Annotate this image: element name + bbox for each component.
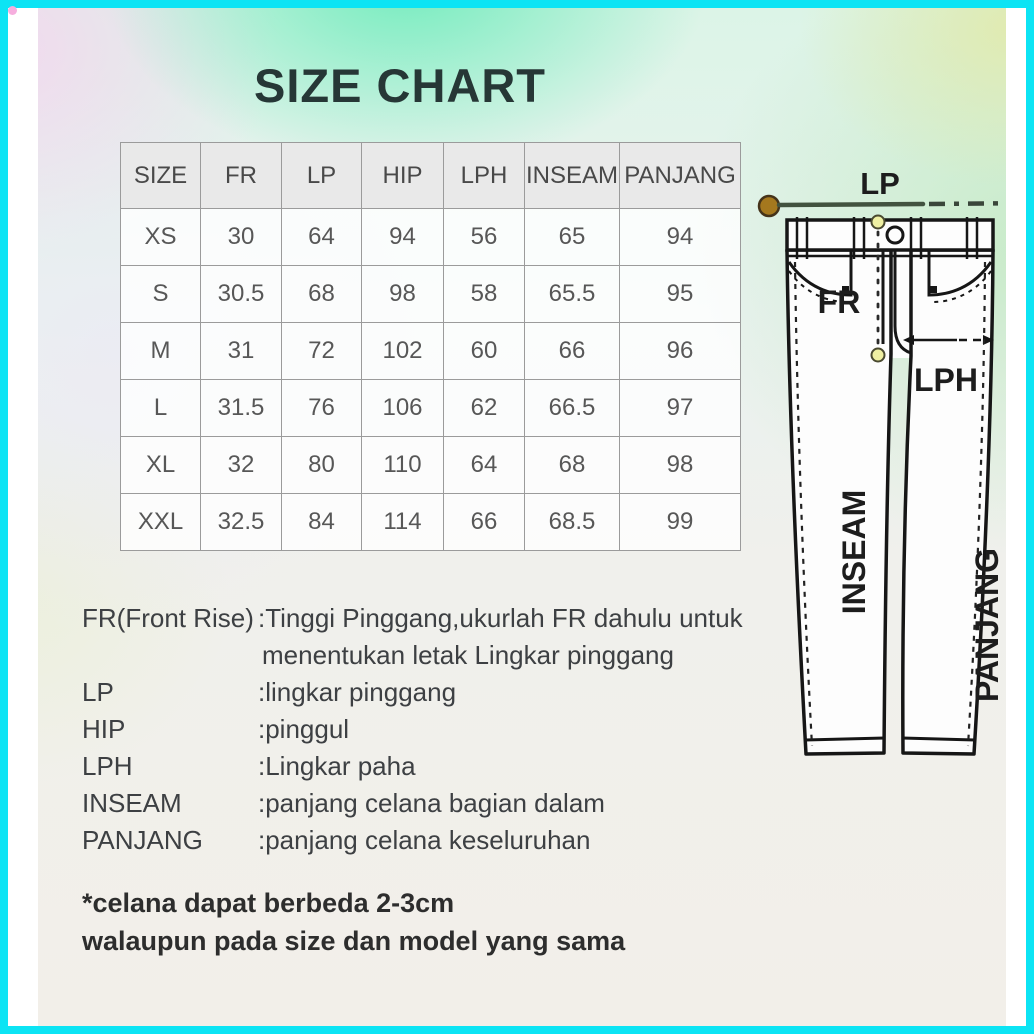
- column-header-lph: LPH: [444, 143, 525, 209]
- panjang-label: PANJANG: [969, 547, 1005, 703]
- legend-term: FR(Front Rise): [82, 603, 254, 633]
- value-cell: 64: [444, 437, 525, 494]
- size-cell: S: [121, 266, 201, 323]
- legend-row: [82, 711, 802, 748]
- value-cell: 95: [620, 266, 741, 323]
- measure-line-dashed: [929, 203, 1006, 204]
- column-header-inseam: INSEAM: [525, 143, 620, 209]
- left-hem: [805, 738, 885, 740]
- legend-row: [82, 748, 802, 785]
- value-cell: 60: [444, 323, 525, 380]
- value-cell: 96: [620, 323, 741, 380]
- value-cell: 68: [282, 266, 362, 323]
- size-row-xl: [121, 437, 741, 494]
- button-icon: [887, 227, 903, 243]
- column-header-size: SIZE: [121, 143, 201, 209]
- value-cell: 68.5: [525, 494, 620, 551]
- legend-term: HIP: [82, 714, 126, 744]
- value-cell: 30.5: [201, 266, 282, 323]
- column-header-hip: HIP: [362, 143, 444, 209]
- value-cell: 99: [620, 494, 741, 551]
- value-cell: 31.5: [201, 380, 282, 437]
- legend-term: PANJANG: [82, 825, 203, 855]
- value-cell: 80: [282, 437, 362, 494]
- legend-definition: :Tinggi Pinggang,ukurlah FR dahulu untuk menentukan letak Lingkar pinggang: [258, 603, 743, 670]
- pin-top-icon: [872, 216, 885, 229]
- size-row-xxl: [121, 494, 741, 551]
- value-cell: 76: [282, 380, 362, 437]
- value-cell: 66: [525, 323, 620, 380]
- legend-term: LPH: [82, 751, 133, 781]
- size-row-s: [121, 266, 741, 323]
- value-cell: 114: [362, 494, 444, 551]
- size-table: [120, 142, 741, 551]
- size-cell: XL: [121, 437, 201, 494]
- right-hem: [902, 738, 975, 740]
- pants-diagram: [745, 150, 1006, 780]
- legend-definition: :Lingkar paha: [258, 751, 416, 781]
- note: [82, 884, 625, 960]
- value-cell: 31: [201, 323, 282, 380]
- legend-definition: :panjang celana keseluruhan: [258, 825, 591, 855]
- legend-definition: :lingkar pinggang: [258, 677, 457, 707]
- column-header-panjang: PANJANG: [620, 143, 741, 209]
- legend-definition: :pinggul: [258, 714, 350, 744]
- value-cell: 32.5: [201, 494, 282, 551]
- value-cell: 66.5: [525, 380, 620, 437]
- size-cell: M: [121, 323, 201, 380]
- column-header-lp: LP: [282, 143, 362, 209]
- size-row-m: [121, 323, 741, 380]
- holographic-card: [38, 8, 1006, 1026]
- value-cell: 65.5: [525, 266, 620, 323]
- legend-row: [82, 600, 802, 674]
- value-cell: 98: [620, 437, 741, 494]
- size-cell: XS: [121, 209, 201, 266]
- value-cell: 72: [282, 323, 362, 380]
- value-cell: 106: [362, 380, 444, 437]
- lp-label: LP: [860, 166, 900, 201]
- legend-definition: :panjang celana bagian dalam: [258, 788, 605, 818]
- legend-row: [82, 785, 802, 822]
- value-cell: 56: [444, 209, 525, 266]
- measure-knob-icon: [759, 196, 779, 216]
- value-cell: 62: [444, 380, 525, 437]
- value-cell: 65: [525, 209, 620, 266]
- value-cell: 32: [201, 437, 282, 494]
- value-cell: 110: [362, 437, 444, 494]
- measure-line: [779, 204, 923, 205]
- value-cell: 64: [282, 209, 362, 266]
- pin-bottom-icon: [872, 349, 885, 362]
- fr-label: FR: [817, 284, 861, 320]
- page-title: SIZE CHART: [254, 59, 546, 112]
- value-cell: 94: [362, 209, 444, 266]
- corner-dot: [8, 6, 17, 15]
- value-cell: 58: [444, 266, 525, 323]
- note-line: *celana dapat berbeda 2-3cm: [82, 888, 455, 918]
- value-cell: 84: [282, 494, 362, 551]
- size-cell: XXL: [121, 494, 201, 551]
- legend-row: [82, 822, 802, 859]
- value-cell: 98: [362, 266, 444, 323]
- inseam-label: INSEAM: [836, 489, 872, 615]
- value-cell: 94: [620, 209, 741, 266]
- value-cell: 66: [444, 494, 525, 551]
- size-cell: L: [121, 380, 201, 437]
- legend-term: INSEAM: [82, 788, 182, 818]
- value-cell: 30: [201, 209, 282, 266]
- value-cell: 102: [362, 323, 444, 380]
- legend-term: LP: [82, 677, 114, 707]
- size-row-xs: [121, 209, 741, 266]
- value-cell: 97: [620, 380, 741, 437]
- size-row-l: [121, 380, 741, 437]
- column-header-fr: FR: [201, 143, 282, 209]
- note-line: walaupun pada size dan model yang sama: [82, 926, 626, 956]
- lph-label: LPH: [914, 362, 978, 398]
- size-table-head-row: [121, 143, 741, 209]
- size-table-body: [121, 209, 741, 551]
- value-cell: 68: [525, 437, 620, 494]
- legend: [82, 600, 802, 859]
- legend-row: [82, 674, 802, 711]
